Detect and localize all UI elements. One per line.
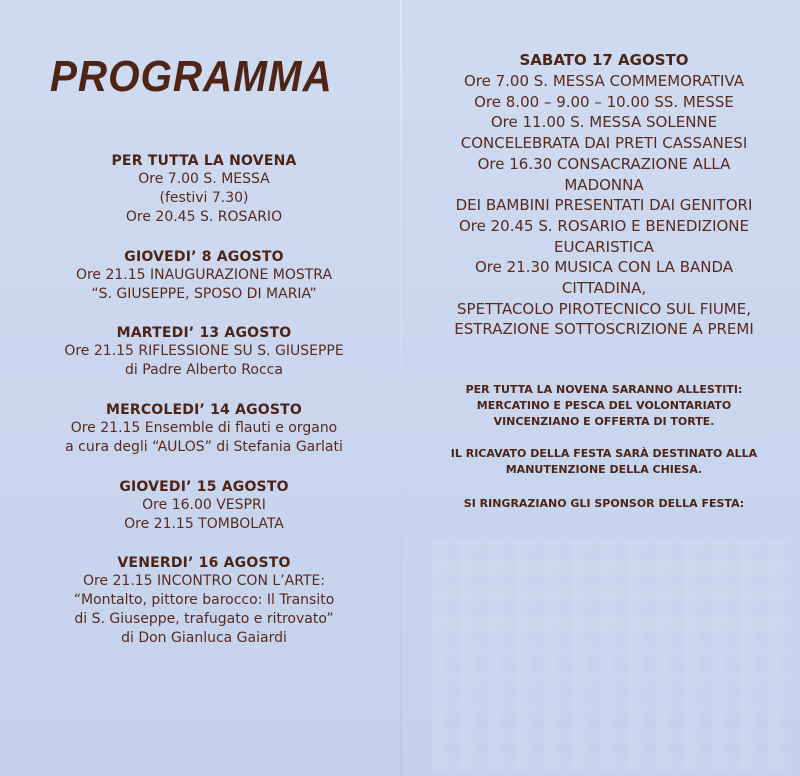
section-line: a cura degli “AULOS” di Stefania Garlati — [65, 439, 343, 455]
section-line: di S. Giuseppe, trafugato e ritrovato” — [74, 611, 334, 627]
section-line: CITTADINA, — [561, 279, 647, 298]
section-heading: MARTEDI’ 13 AGOSTO — [116, 325, 292, 341]
note-allestimenti — [408, 382, 800, 430]
section-line: Ore 21.15 INCONTRO CON L’ARTE: — [82, 573, 326, 589]
section-line: EUCARISTICA — [554, 237, 654, 256]
note-sponsor — [408, 496, 800, 512]
section-heading: MERCOLEDI’ 14 AGOSTO — [105, 402, 303, 418]
section-13-agosto — [16, 324, 392, 380]
section-line: MADONNA — [564, 175, 644, 194]
note-line: PER TUTTA LA NOVENA SARANNO ALLESTITI: — [465, 383, 743, 396]
section-line: Ore 21.15 TOMBOLATA — [124, 516, 284, 532]
section-line: Ore 20.45 S. ROSARIO — [125, 209, 283, 225]
note-line: MERCATINO E PESCA DEL VOLONTARIATO — [476, 399, 732, 412]
section-heading: GIOVEDI’ 15 AGOSTO — [119, 479, 289, 495]
section-line: Ore 21.15 RIFLESSIONE SU S. GIUSEPPE — [64, 343, 344, 359]
section-line: Ore 16.30 CONSACRAZIONE ALLA — [477, 154, 731, 173]
section-line: “Montalto, pittore barocco: Il Transito — [73, 592, 335, 608]
section-line: ESTRAZIONE SOTTOSCRIZIONE A PREMI — [454, 320, 754, 339]
section-heading: PER TUTTA LA NOVENA — [111, 153, 297, 169]
section-line: (festivi 7.30) — [159, 190, 249, 206]
section-line: Ore 7.00 S. MESSA — [138, 171, 270, 187]
section-line: SPETTACOLO PIROTECNICO SUL FIUME, — [457, 299, 751, 318]
section-16-agosto — [16, 554, 392, 648]
section-heading: VENERDI’ 16 AGOSTO — [117, 555, 291, 571]
section-line: Ore 16.00 VESPRI — [142, 497, 266, 513]
page-fold — [400, 0, 402, 776]
section-15-agosto — [16, 478, 392, 534]
section-line: Ore 21.15 Ensemble di flauti e organo — [70, 420, 338, 436]
section-8-agosto — [16, 248, 392, 304]
section-line: Ore 7.00 S. MESSA COMMEMORATIVA — [463, 72, 745, 90]
section-line: Ore 21.15 INAUGURAZIONE MOSTRA — [75, 267, 333, 283]
section-14-agosto — [16, 401, 392, 457]
sponsor-area — [432, 540, 792, 770]
section-17-agosto — [408, 71, 800, 340]
note-line: SI RINGRAZIANO GLI SPONSOR DELLA FESTA: — [463, 497, 745, 510]
section-line: Ore 21.30 MUSICA CON LA BANDA — [474, 258, 734, 277]
section-line: di Don Gianluca Gaiardi — [121, 630, 287, 646]
note-line: MANUTENZIONE DELLA CHIESA. — [505, 463, 703, 476]
section-line: Ore 20.45 S. ROSARIO E BENEDIZIONE — [458, 216, 749, 235]
note-line: VINCENZIANO E OFFERTA DI TORTE. — [493, 415, 715, 428]
section-line: di Padre Alberto Rocca — [125, 362, 283, 378]
section-line: “S. GIUSEPPE, SPOSO DI MARIA” — [91, 286, 317, 302]
section-novena — [16, 152, 392, 227]
section-line: Ore 11.00 S. MESSA SOLENNE — [490, 113, 718, 132]
page-title: PROGRAMMA — [50, 52, 333, 101]
section-heading: GIOVEDI’ 8 AGOSTO — [124, 249, 284, 265]
section-line: DEI BAMBINI PRESENTATI DAI GENITORI — [455, 196, 753, 215]
note-ricavato — [408, 446, 800, 478]
section-heading-17-agosto: SABATO 17 AGOSTO — [519, 51, 689, 69]
section-line: Ore 8.00 – 9.00 – 10.00 SS. MESSE — [474, 92, 734, 111]
section-line: CONCELEBRATA DAI PRETI CASSANESI — [460, 134, 748, 153]
note-line: IL RICAVATO DELLA FESTA SARÀ DESTINATO ALLA — [450, 447, 758, 460]
